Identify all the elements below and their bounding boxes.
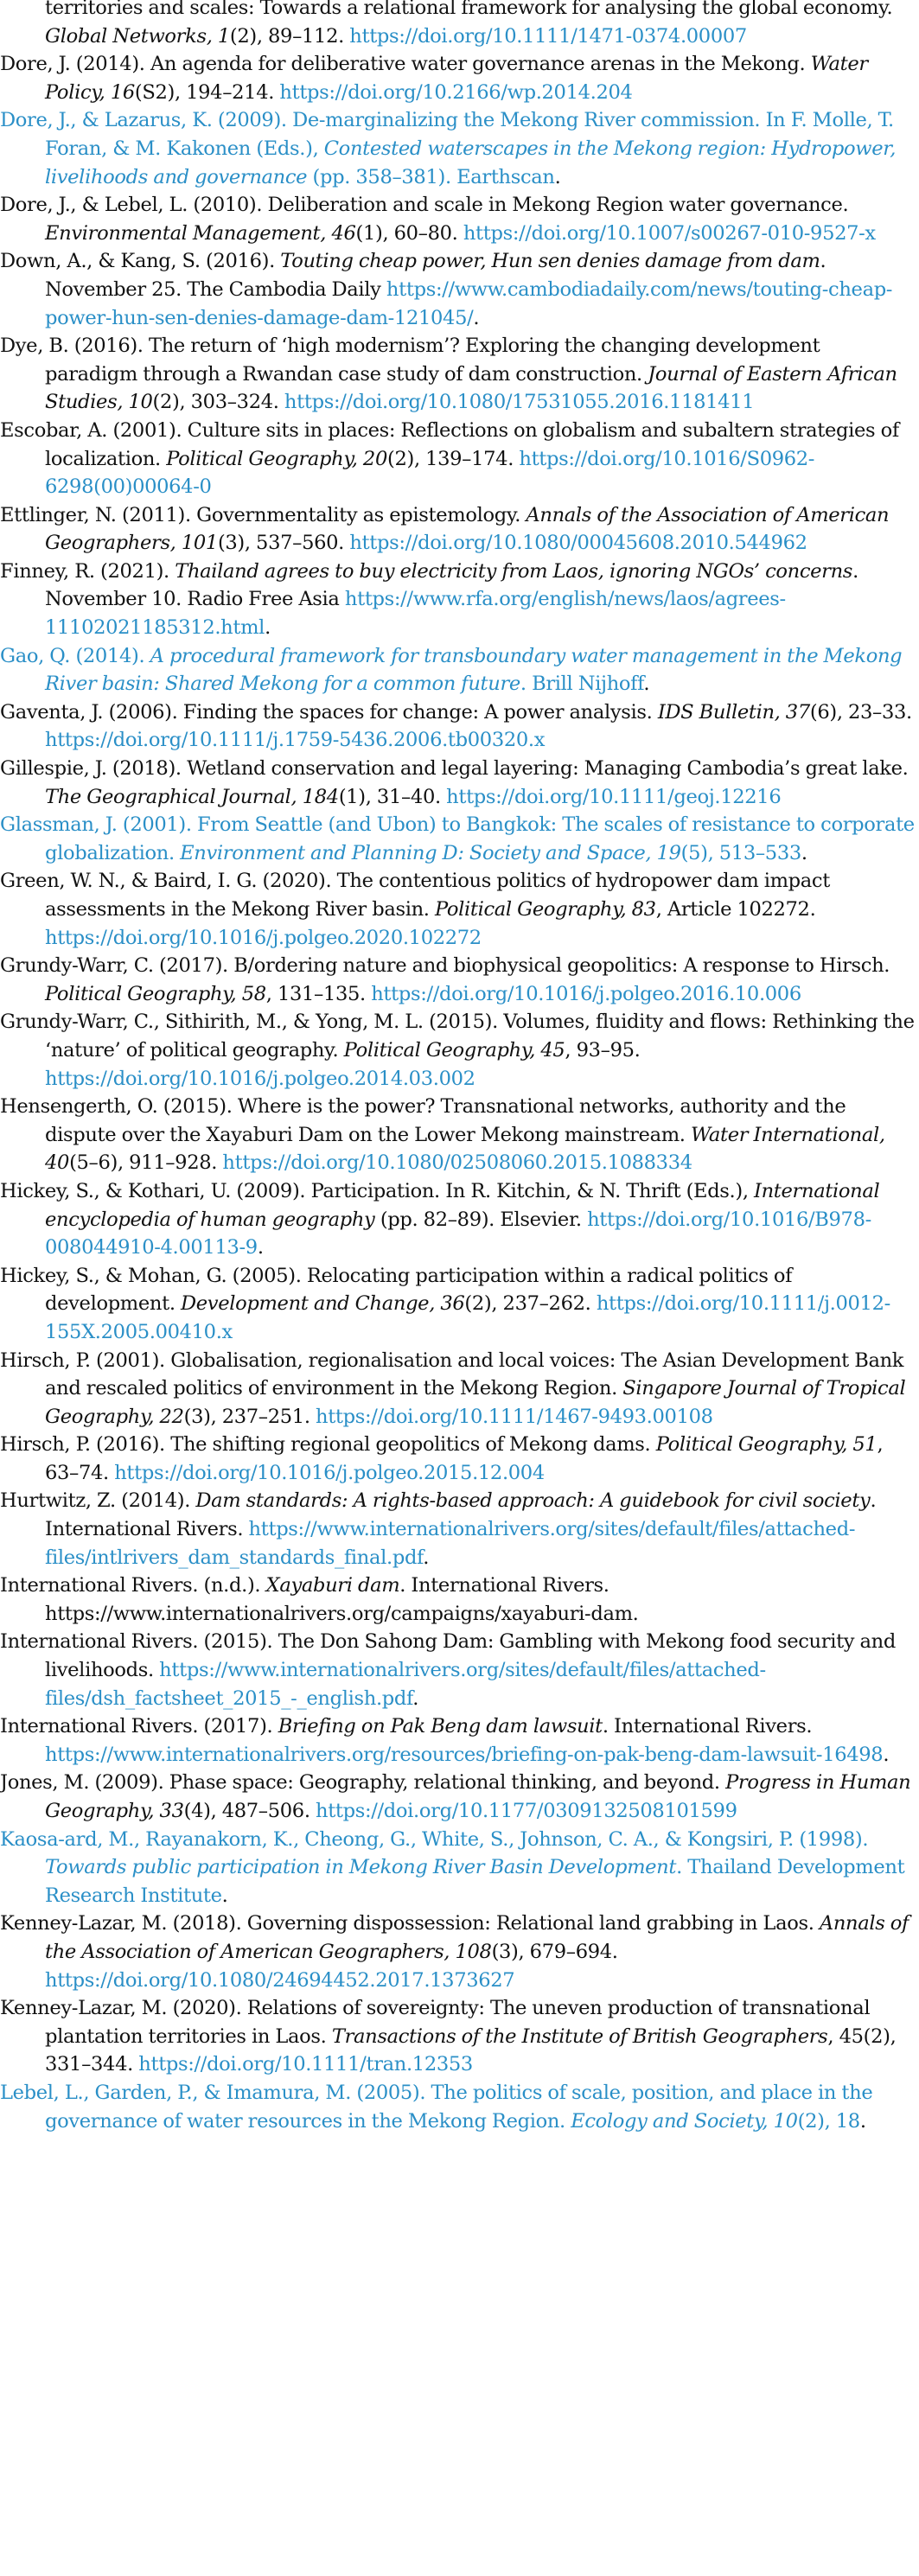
reference-text: , 45(2), 331–344.	[45, 2024, 897, 2076]
reference-text: Hirsch, P. (2001). Globalisation, regionalisation and local voices: The Asian Development Bank and rescaled politics of environment in the Mekong Region.	[0, 1349, 904, 1400]
reference-text: .	[265, 616, 271, 640]
reference-italic-text: Transactions of the Institute of British Geographers	[331, 2024, 828, 2048]
reference-entry	[0, 417, 916, 501]
reference-text: Hensengerth, O. (2015). Where is the power? Transnational networks, authority and the dispute over the Xayaburi Dam on the Lower Mekong mainstream.	[0, 1095, 846, 1146]
doi-link[interactable]: https://doi.org/10.1111/j.1759-5436.2006.tb00320.x	[45, 729, 546, 752]
reference-entry	[0, 247, 916, 332]
reference-text: .	[221, 1884, 228, 1907]
doi-link[interactable]: https://doi.org/10.1016/B978-008044910-4.00113-9	[45, 1208, 871, 1259]
reference-link-text[interactable]: . Brill Nijhoff	[520, 673, 644, 696]
reference-text: Grundy-Warr, C., Sithirith, M., & Yong, M. L. (2015). Volumes, fluidity and flows: Rethinking the ‘nature’ of political geography.	[0, 1011, 915, 1062]
reference-text: (1), 31–40.	[338, 785, 447, 808]
reference-link-text[interactable]: . Thailand Development Research Institute	[45, 1856, 905, 1907]
reference-text: (4), 487–506.	[183, 1800, 316, 1822]
reference-italic-text: Singapore Journal of Tropical Geography, 22	[45, 1377, 906, 1428]
reference-italic-text: Annals of the Association of American Geographers, 108	[45, 1912, 909, 1963]
reference-entry	[0, 1177, 916, 1262]
reference-text: (3), 537–560.	[217, 532, 350, 555]
reference-text: .	[257, 1236, 264, 1259]
reference-entry	[0, 50, 916, 106]
reference-link-text[interactable]: Dore, J., & Lazarus, K. (2009). De-marginalizing the Mekong River commission. In F. Molle, T. Foran, & M. Kakonen (Eds.),	[0, 109, 894, 160]
reference-text: . International Rivers. https://www.internationalrivers.org/campaigns/xayaburi-dam.	[45, 1574, 639, 1625]
reference-italic-text: Water Policy, 16	[45, 53, 868, 104]
reference-entry	[0, 811, 916, 867]
reference-link-text[interactable]: Lebel, L., Garden, P., & Imamura, M. (2005). The politics of scale, position, and place in the governance of water resources in the Mekong Region.	[0, 2081, 873, 2133]
reference-text: , 63–74.	[45, 1433, 884, 1484]
reference-text: Hickey, S., & Kothari, U. (2009). Participation. In R. Kitchin, & N. Thrift (Eds.),	[0, 1179, 755, 1202]
reference-italic-text: Political Geography, 45	[343, 1038, 565, 1062]
doi-link[interactable]: https://doi.org/10.1111/tran.12353	[138, 2053, 473, 2076]
reference-italic-text: Political Geography, 20	[166, 447, 387, 470]
reference-text: Gaventa, J. (2006). Finding the spaces for change: A power analysis.	[0, 700, 658, 724]
reference-italic-text: Journal of Eastern African Studies, 10	[45, 362, 897, 414]
reference-entry	[0, 698, 916, 755]
doi-link[interactable]: https://www.internationalrivers.org/resources/briefing-on-pak-beng-dam-lawsuit-16498	[45, 1743, 884, 1766]
reference-entry	[0, 1093, 916, 1177]
reference-text: (5–6), 911–928.	[69, 1151, 223, 1175]
reference-text: , 131–135.	[265, 982, 372, 1005]
reference-text: Dore, J., & Lebel, L. (2010). Deliberation and scale in Mekong Region water governance.	[0, 194, 849, 217]
doi-link[interactable]: https://doi.org/10.1080/00045608.2010.544962	[349, 532, 807, 555]
reference-italic-text: Political Geography, 83	[434, 898, 656, 921]
reference-italic-text: The Geographical Journal, 184	[45, 785, 339, 808]
doi-link[interactable]: https://doi.org/10.1016/j.polgeo.2020.102272	[45, 926, 482, 949]
reference-text: .	[883, 1743, 890, 1766]
reference-text: .	[554, 165, 561, 188]
reference-entry	[0, 1262, 916, 1347]
reference-entry	[0, 1572, 916, 1628]
reference-italic-text: International encyclopedia of human geography	[45, 1179, 880, 1231]
reference-entry	[0, 1769, 916, 1825]
reference-text: . International Rivers.	[45, 1489, 877, 1541]
reference-entry	[0, 867, 916, 952]
doi-link[interactable]: https://doi.org/10.1111/geoj.12216	[446, 785, 782, 808]
reference-text: Grundy-Warr, C. (2017). B/ordering nature and biophysical geopolitics: A response to Hirsch.	[0, 954, 890, 978]
doi-link[interactable]: https://doi.org/10.1111/1471-0374.00007	[349, 24, 747, 48]
reference-italic-text: Dam standards: A rights-based approach: A guidebook for civil society	[195, 1489, 871, 1513]
reference-entry	[0, 1487, 916, 1572]
reference-text: Jones, M. (2009). Phase space: Geography, relational thinking, and beyond.	[0, 1771, 726, 1795]
doi-link[interactable]: https://doi.org/10.2166/wp.2014.204	[279, 80, 633, 104]
reference-italic-text: Political Geography, 51	[655, 1433, 878, 1457]
reference-italic-text: Xayaburi dam	[265, 1574, 400, 1597]
reference-text: Green, W. N., & Baird, I. G. (2020). The contentious politics of hydropower dam impact assessments in the Mekong River basin.	[0, 870, 830, 921]
reference-link-text[interactable]: Environment and Planning D: Society and Space, 19	[180, 841, 681, 864]
reference-text: (2), 237–262.	[464, 1292, 597, 1316]
reference-italic-text: Thailand agrees to buy electricity from Laos, ignoring NGOs’ concerns	[175, 559, 853, 583]
reference-text: (1), 60–80.	[355, 221, 463, 245]
doi-link[interactable]: https://www.internationalrivers.org/sites/default/files/attached-files/intlrivers_dam_standards_final.pdf	[45, 1518, 856, 1569]
reference-text: (2), 303–324.	[152, 391, 284, 414]
reference-entry	[0, 0, 916, 50]
reference-text: Ettlinger, N. (2011). Governmentality as epistemology.	[0, 503, 527, 526]
doi-link[interactable]: https://doi.org/10.1080/17531055.2016.1181411	[284, 391, 755, 414]
reference-text: .	[859, 2109, 866, 2133]
reference-text: .	[473, 306, 480, 329]
reference-italic-text: Annals of the Association of American Geographers, 101	[45, 503, 890, 555]
doi-link[interactable]: https://doi.org/10.1080/02508060.2015.1088334	[222, 1151, 692, 1175]
reference-italic-text: Environmental Management, 46	[45, 221, 356, 245]
reference-link-text[interactable]: Contested waterscapes in the Mekong region: Hydropower, livelihoods and governance	[45, 137, 897, 188]
reference-text: . November 10. Radio Free Asia	[45, 559, 858, 611]
reference-entry	[0, 106, 916, 191]
reference-text: Kenney-Lazar, M. (2018). Governing dispossession: Relational land grabbing in Laos.	[0, 1912, 820, 1935]
reference-text: .	[801, 841, 807, 864]
reference-text: International Rivers. (2015). The Don Sahong Dam: Gambling with Mekong food security and livelihoods.	[0, 1630, 896, 1682]
reference-italic-text: Briefing on Pak Beng dam lawsuit	[278, 1715, 603, 1738]
reference-entry	[0, 191, 916, 247]
reference-text: (3), 237–251.	[183, 1405, 316, 1428]
reference-text: Dye, B. (2016). The return of ‘high modernism’? Exploring the changing development paradigm through a Rwandan case study of dam construction.	[0, 335, 820, 386]
doi-link[interactable]: https://doi.org/10.1007/s00267-010-9527-x	[463, 221, 876, 245]
reference-text: Dore, J. (2014). An agenda for deliberative water governance arenas in the Mekong.	[0, 53, 811, 76]
reference-text: (2), 139–174.	[386, 447, 520, 470]
reference-italic-text: Water International, 40	[45, 1123, 885, 1175]
doi-link[interactable]: https://www.internationalrivers.org/sites/default/files/attached-files/dsh_factsheet_2015_-_english.pdf	[45, 1659, 766, 1710]
reference-italic-text: IDS Bulletin, 37	[657, 700, 810, 724]
reference-text: territories and scales: Towards a relational framework for analysing the global economy.	[45, 0, 893, 19]
doi-link[interactable]: https://doi.org/10.1016/S0962-6298(00)00064-0	[45, 447, 815, 499]
reference-link-text[interactable]: Kaosa-ard, M., Rayanakorn, K., Cheong, G., White, S., Johnson, C. A., & Kongsiri, P. (1998).	[0, 1827, 869, 1851]
reference-italic-text: Political Geography, 58	[45, 982, 266, 1005]
doi-link[interactable]: https://www.rfa.org/english/news/laos/agrees-11102021185312.html	[45, 588, 786, 640]
reference-entry	[0, 1347, 916, 1431]
reference-entry	[0, 558, 916, 642]
reference-entry	[0, 332, 916, 417]
reference-text: Gillespie, J. (2018). Wetland conservation and legal layering: Managing Cambodia’s great lake.	[0, 757, 909, 781]
reference-text: Finney, R. (2021).	[0, 559, 176, 583]
reference-link-text[interactable]: (2), 18	[797, 2109, 860, 2133]
reference-text: . International Rivers.	[602, 1715, 813, 1738]
doi-link[interactable]: https://doi.org/10.1111/j.0012-155X.2005.00410.x	[45, 1292, 890, 1343]
reference-text: , Article 102272.	[655, 898, 816, 921]
reference-link-text[interactable]: Gao, Q. (2014).	[0, 644, 150, 667]
reference-entry	[0, 1628, 916, 1712]
reference-text: Escobar, A. (2001). Culture sits in places: Reflections on globalism and subaltern strategies of localization.	[0, 418, 899, 470]
reference-text: Hirsch, P. (2016). The shifting regional geopolitics of Mekong dams.	[0, 1433, 656, 1457]
doi-link[interactable]: https://doi.org/10.1177/0309132508101599	[316, 1800, 737, 1822]
reference-entry	[0, 1910, 916, 1994]
reference-entry	[0, 2079, 916, 2135]
reference-text: Down, A., & Kang, S. (2016).	[0, 250, 281, 273]
reference-link-text[interactable]: (pp. 358–381). Earthscan	[307, 165, 555, 188]
reference-entry	[0, 1826, 916, 1910]
reference-entry	[0, 952, 916, 1008]
reference-text: (S2), 194–214.	[134, 80, 280, 104]
reference-text: International Rivers. (2017).	[0, 1715, 278, 1738]
reference-link-text[interactable]: A procedural framework for transboundary water management in the Mekong River basin: Shared Mekong for a common future	[45, 644, 903, 696]
reference-text: Hickey, S., & Mohan, G. (2005). Relocating participation within a radical politics of development.	[0, 1264, 793, 1316]
reference-entry	[0, 1712, 916, 1769]
reference-text: .	[643, 673, 650, 696]
reference-entry	[0, 501, 916, 558]
reference-entry	[0, 1008, 916, 1093]
reference-italic-text: Development and Change, 36	[181, 1292, 465, 1316]
reference-link-text[interactable]: (5), 513–533	[680, 841, 801, 864]
doi-link[interactable]: https://doi.org/10.1016/j.polgeo.2016.10.006	[371, 982, 801, 1005]
doi-link[interactable]: https://doi.org/10.1016/j.polgeo.2015.12.004	[114, 1461, 545, 1484]
reference-text: . November 25. The Cambodia Daily	[45, 250, 826, 301]
reference-link-text[interactable]: Glassman, J. (2001). From Seattle (and Ubon) to Bangkok: The scales of resistance to corporate globalization.	[0, 813, 915, 864]
reference-text: (pp. 82–89). Elsevier.	[374, 1208, 588, 1231]
reference-text: (3), 679–694.	[491, 1940, 618, 1963]
reference-text: Hurtwitz, Z. (2014).	[0, 1489, 196, 1513]
reference-italic-text: Touting cheap power, Hun sen denies damage from dam	[280, 250, 820, 273]
doi-link[interactable]: https://www.cambodiadaily.com/news/touting-cheap-power-hun-sen-denies-damage-dam-121045/	[45, 277, 893, 329]
reference-entry	[0, 642, 916, 698]
reference-text: .	[412, 1687, 419, 1710]
reference-text: (6), 23–33.	[809, 700, 912, 724]
reference-text: , 93–95.	[565, 1038, 641, 1062]
reference-text: International Rivers. (n.d.).	[0, 1574, 266, 1597]
reference-italic-text: Global Networks, 1	[45, 24, 230, 48]
reference-text: Kenney-Lazar, M. (2020). Relations of sovereignty: The uneven production of transnational plantation territories in Laos.	[0, 1997, 871, 2048]
reference-text: .	[423, 1546, 430, 1569]
reference-link-text[interactable]: Ecology and Society, 10	[571, 2109, 798, 2133]
reference-entry	[0, 755, 916, 811]
reference-italic-text: Progress in Human Geography, 33	[45, 1771, 911, 1822]
reference-link-text[interactable]: Towards public participation in Mekong River Basin Development	[45, 1856, 677, 1879]
doi-link[interactable]: https://doi.org/10.1016/j.polgeo.2014.03.002	[45, 1067, 475, 1090]
reference-entry	[0, 1994, 916, 2079]
doi-link[interactable]: https://doi.org/10.1080/24694452.2017.1373627	[45, 1968, 515, 1992]
reference-entry	[0, 1431, 916, 1487]
reference-text: (2), 89–112.	[229, 24, 350, 48]
doi-link[interactable]: https://doi.org/10.1111/1467-9493.00108	[316, 1405, 713, 1428]
